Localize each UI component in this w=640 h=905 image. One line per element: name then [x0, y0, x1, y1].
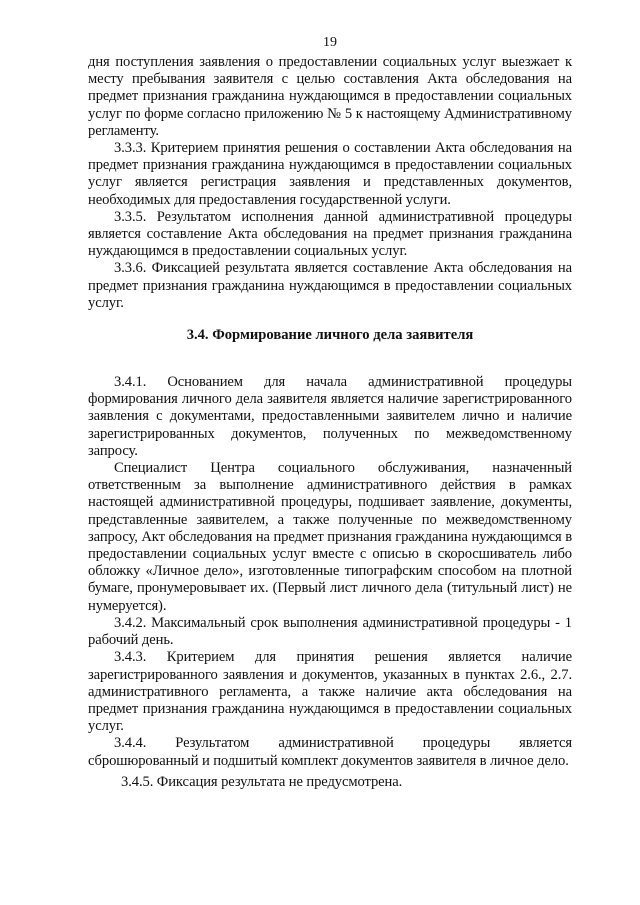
paragraph-3-3-6: 3.3.6. Фиксацией результата является составление Акта обследования на предмет признания гражданина нуждающимся в предоставлении социальных услуг. — [88, 260, 572, 311]
paragraph-3-3-5: 3.3.5. Результатом исполнения данной административной процедуры является составление Акта обследования на предмет признания гражданина нуждающимся в предоставлении социальных услуг. — [88, 208, 572, 260]
paragraph-3-4-4: 3.4.4. Результатом административной процедуры является сброшюрованный и подшитый комплект документов заявителя в личное дело. — [88, 735, 572, 769]
paragraph-specialist: Специалист Центра социального обслуживания, назначенный ответственным за выполнение административного действия в рамках настоящей административной процедуры, подшивает заявление, документы, представленные заявителем, а также полученные по межведомственному запросу, Акт обследования на предмет признания гражданина нуждающимся в предоставлении социальных услуг вместе с описью в скоросшиватель либо обложку «Личное дело», изготовленные типографским способом на плотной бумаге, пронумеровывает их. (Первый лист личного дела (титульный лист) не нумеруется). — [88, 460, 572, 614]
paragraph-3-4-3: 3.4.3. Критерием для принятия решения является наличие зарегистрированного заявления и документов, указанных в пунктах 2.6., 2.7. административного регламента, а также наличие акта обследования на предмет признания гражданина нуждающимся в предоставлении социальных услуг. — [88, 649, 572, 735]
paragraph-3-4-1: 3.4.1. Основанием для начала административной процедуры формирования личного дела заявителя является наличие зарегистрированного заявления с документами, предоставленными заявителем лично и наличие зарегистрированных документов, полученных по межведомственному запросу. — [88, 374, 572, 459]
paragraph-3-3-3: 3.3.3. Критерием принятия решения о составлении Акта обследования на предмет признания гражданина нуждающимся в предоставлении социальных услуг является регистрация заявления и представленных документов, необходимых для предоставления государственной услуги. — [88, 140, 572, 208]
section-heading: 3.4. Формирование личного дела заявителя — [186, 327, 474, 344]
paragraph-3-4-2: 3.4.2. Максимальный срок выполнения административной процедуры - 1 рабочий день. — [88, 614, 572, 649]
paragraph-continuation: дня поступления заявления о предоставлении социальных услуг выезжает к месту пребывания заявителя с целью составления Акта обследования на предмет признания гражданина нуждающимся в предоставлении социальных услуг по форме согласно приложению № 5 к настоящему Административному регламенту. — [88, 54, 572, 139]
paragraph-3-4-5: 3.4.5. Фиксация результата не предусмотрена. — [121, 773, 403, 790]
document-page — [88, 34, 572, 791]
page-number: 19 — [323, 35, 337, 50]
